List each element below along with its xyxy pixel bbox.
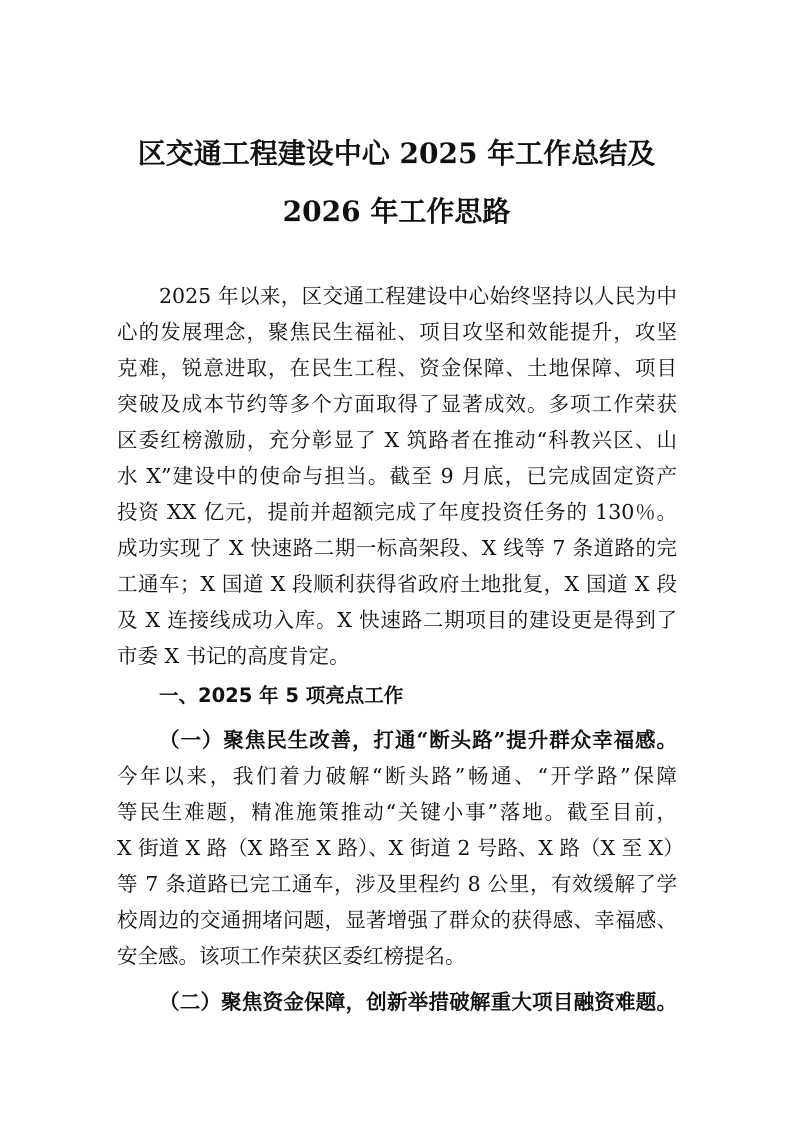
document-title-line-1: 区交通工程建设中心 2025 年工作总结及 bbox=[137, 137, 656, 170]
body-line: 投资 XX 亿元，提前并超额完成了年度投资任务的 130％。 bbox=[117, 500, 677, 524]
body-line: 安全感。该项工作荣获区委红榜提名。 bbox=[117, 944, 466, 968]
body-line: 今年以来，我们着力破解“断头路”畅通、“开学路”保障 bbox=[117, 764, 677, 788]
body-line: X 街道 X 路（X 路至 X 路）、X 街道 2 号路、X 路（X 至 X） bbox=[117, 836, 684, 860]
body-line: 水 X”建设中的使命与担当。截至 9 月底，已完成固定资产 bbox=[117, 464, 677, 488]
subsection-heading: （二）聚焦资金保障，创新举措破解重大项目融资难题。 bbox=[159, 990, 677, 1014]
body-line: 及 X 连接线成功入库。X 快速路二期项目的建设更是得到了 bbox=[117, 608, 677, 632]
body-line: 区委红榜激励，充分彰显了 X 筑路者在推动“科教兴区、山 bbox=[117, 428, 677, 452]
body-line: 2025 年以来，区交通工程建设中心始终坚持以人民为中 bbox=[159, 284, 677, 308]
body-line: 市委 X 书记的高度肯定。 bbox=[117, 644, 350, 668]
body-line: 等民生难题，精准施策推动“关键小事”落地。截至目前， bbox=[117, 800, 677, 824]
body-line: 工通车；X 国道 X 段顺利获得省政府土地批复，X 国道 X 段 bbox=[117, 572, 677, 596]
subsection-heading: （一）聚焦民生改善，打通“断头路”提升群众幸福感。 bbox=[159, 728, 677, 752]
body-line: 克难，锐意进取，在民生工程、资金保障、土地保障、项目 bbox=[117, 356, 677, 380]
body-line: 等 7 条道路已完工通车，涉及里程约 8 公里，有效缓解了学 bbox=[117, 872, 677, 896]
body-line: 突破及成本节约等多个方面取得了显著成效。多项工作荣获 bbox=[117, 392, 677, 416]
document-title-line-2: 2026 年工作思路 bbox=[282, 195, 511, 228]
body-line: 心的发展理念，聚焦民生福祉、项目攻坚和效能提升，攻坚 bbox=[117, 320, 677, 344]
section-heading: 一、2025 年 5 项亮点工作 bbox=[159, 684, 404, 707]
body-line: 校周边的交通拥堵问题，显著增强了群众的获得感、幸福感、 bbox=[117, 908, 677, 932]
body-line: 成功实现了 X 快速路二期一标高架段、X 线等 7 条道路的完 bbox=[117, 536, 677, 560]
